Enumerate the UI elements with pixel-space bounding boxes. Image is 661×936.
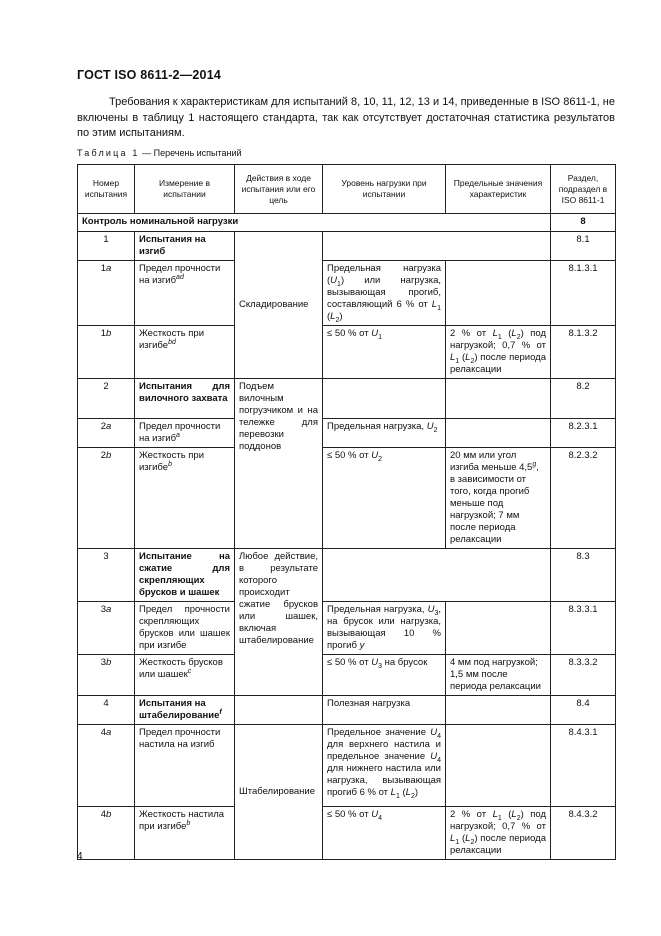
row-number: 2a: [78, 419, 135, 448]
row-load: [323, 379, 446, 419]
row-measurement: Предел прочности на изгиб$^{ad}$: [135, 261, 235, 326]
table-row: [78, 261, 616, 326]
row-measurement: Испытания на изгиб: [135, 232, 235, 261]
row-ref: 8.2.3.2: [551, 448, 616, 549]
table-caption-label: Таблица 1: [77, 148, 140, 158]
row-limit: [446, 696, 551, 725]
table-caption-title: — Перечень испытаний: [139, 148, 242, 158]
header-number: Номер испытания: [78, 165, 135, 214]
row-load: Предельная нагрузка, $U_3$, на брусок или нагрузка, вызывающая 10 % прогиб y: [323, 602, 446, 655]
row-measurement: Жесткость настила при изгибе$^b$: [135, 807, 235, 860]
row-limit: 20 мм или угол изгиба меньше 4,5$^g$, в зависимости от того, когда прогиб меньше под нагрузкой; 7 мм после периода релаксации: [446, 448, 551, 549]
row-measurement: Испытания на штабелирование$^f$: [135, 696, 235, 725]
table-row: [78, 419, 616, 448]
row-limit: [446, 419, 551, 448]
row-load: ≤ 50 % от $U_4$: [323, 807, 446, 860]
document-header: ГОСТ ISO 8611-2—2014: [77, 68, 222, 82]
header-limit: Предельные значения характеристик: [446, 165, 551, 214]
row-number: 1a: [78, 261, 135, 326]
row-ref: 8.1: [551, 232, 616, 261]
row-number: 3b: [78, 655, 135, 696]
action-stacking: Штабелирование: [235, 725, 323, 860]
row-limit: [446, 602, 551, 655]
tests-table: [77, 164, 616, 860]
table-row: [78, 696, 616, 725]
table-row: [78, 725, 616, 807]
row-limit: 2 % от $L_1$ $(L_2)$ под нагрузкой; 0,7 % от $L_1$ $(L_2)$ после периода релаксации: [446, 326, 551, 379]
row-limit: 4 мм под нагрузкой; 1,5 мм после периода релаксации: [446, 655, 551, 696]
row-number: 2b: [78, 448, 135, 549]
page-number: 4: [77, 851, 83, 862]
table-header-row: [78, 165, 616, 214]
action-storage: Складирование: [235, 232, 323, 379]
row-load: ≤ 50 % от $U_1$: [323, 326, 446, 379]
row-ref: 8.3.3.2: [551, 655, 616, 696]
row-number: 1: [78, 232, 135, 261]
section-row: [78, 214, 616, 232]
row-number: 4: [78, 696, 135, 725]
row-measurement: Жесткость брусков или шашек$^c$: [135, 655, 235, 696]
row-measurement: Предел прочности настила на изгиб: [135, 725, 235, 807]
table-caption: [77, 148, 242, 158]
row-limit: [446, 725, 551, 807]
row-load: [323, 232, 551, 261]
intro-text: Требования к характеристикам для испытаний 8, 10, 11, 12, 13 и 14, приведенные в ISO 8611-1, не включены в таблицу 1 настоящего стандарта, так как отсутствует достаточная статистика результатов по этим испытаниям.: [77, 96, 615, 139]
header-action: Действия в ходе испытания или его цель: [235, 165, 323, 214]
row-action: [235, 696, 323, 725]
row-load: ≤ 50 % от $U_2$: [323, 448, 446, 549]
table-row: [78, 379, 616, 419]
row-load: Предельная нагрузка, $U_2$: [323, 419, 446, 448]
row-number: 1b: [78, 326, 135, 379]
row-ref: 8.4.3.2: [551, 807, 616, 860]
row-ref: 8.1.3.2: [551, 326, 616, 379]
row-ref: 8.1.3.1: [551, 261, 616, 326]
table-row: [78, 807, 616, 860]
row-number: 2: [78, 379, 135, 419]
row-measurement: Испытания для вилочного захвата: [135, 379, 235, 419]
row-number: 4b: [78, 807, 135, 860]
row-load: Полезная нагрузка: [323, 696, 446, 725]
intro-paragraph: [77, 95, 615, 142]
row-ref: 8.4: [551, 696, 616, 725]
row-load: ≤ 50 % от $U_3$ на брусок: [323, 655, 446, 696]
row-measurement: Испытание на сжатие для скрепляющих брусков и шашек: [135, 549, 235, 602]
row-ref: 8.2.3.1: [551, 419, 616, 448]
table-row: [78, 448, 616, 549]
row-ref: 8.2: [551, 379, 616, 419]
section-title: Контроль номинальной нагрузки: [78, 214, 551, 232]
row-ref: 8.4.3.1: [551, 725, 616, 807]
row-limit: [446, 261, 551, 326]
header-ref: Раздел, подраздел в ISO 8611-1: [551, 165, 616, 214]
table-row: [78, 602, 616, 655]
table-row: [78, 655, 616, 696]
row-ref: 8.3.3.1: [551, 602, 616, 655]
row-number: 3a: [78, 602, 135, 655]
row-ref: 8.3: [551, 549, 616, 602]
action-forklift: Подъем вилочным погрузчиком и на тележке для перевозки поддонов: [235, 379, 323, 549]
row-limit: [446, 379, 551, 419]
table-row: [78, 232, 616, 261]
table-row: [78, 326, 616, 379]
row-number: 3: [78, 549, 135, 602]
row-load: Предельная нагрузка $(U_1)$ или нагрузка, вызывающая прогиб, составляющий 6 % от $L_1$ $(L_2)$: [323, 261, 446, 326]
row-measurement: Предел прочности на изгиб$^a$: [135, 419, 235, 448]
row-measurement: Жесткость при изгибе$^b$: [135, 448, 235, 549]
row-limit: 2 % от $L_1$ $(L_2)$ под нагрузкой; 0,7 % от $L_1$ $(L_2)$ после периода релаксации: [446, 807, 551, 860]
row-measurement: Предел прочности скрепляющих брусков или шашек при изгибе: [135, 602, 235, 655]
row-load: [323, 549, 551, 602]
row-load: Предельное значение $U_4$ для верхнего настила и предельное значение $U_4$ для нижнего настила или нагрузка, вызывающая прогиб 6 % от $L_1$ $(L_2)$: [323, 725, 446, 807]
row-measurement: Жесткость при изгибе$^{bd}$: [135, 326, 235, 379]
row-number: 4a: [78, 725, 135, 807]
table-row: [78, 549, 616, 602]
action-compression: Любое действие, в результате которого происходит сжатие брусков или шашек, включая штабелирование: [235, 549, 323, 696]
header-measurement: Измерение в испытании: [135, 165, 235, 214]
header-load: Уровень нагрузки при испытании: [323, 165, 446, 214]
section-ref: 8: [551, 214, 616, 232]
